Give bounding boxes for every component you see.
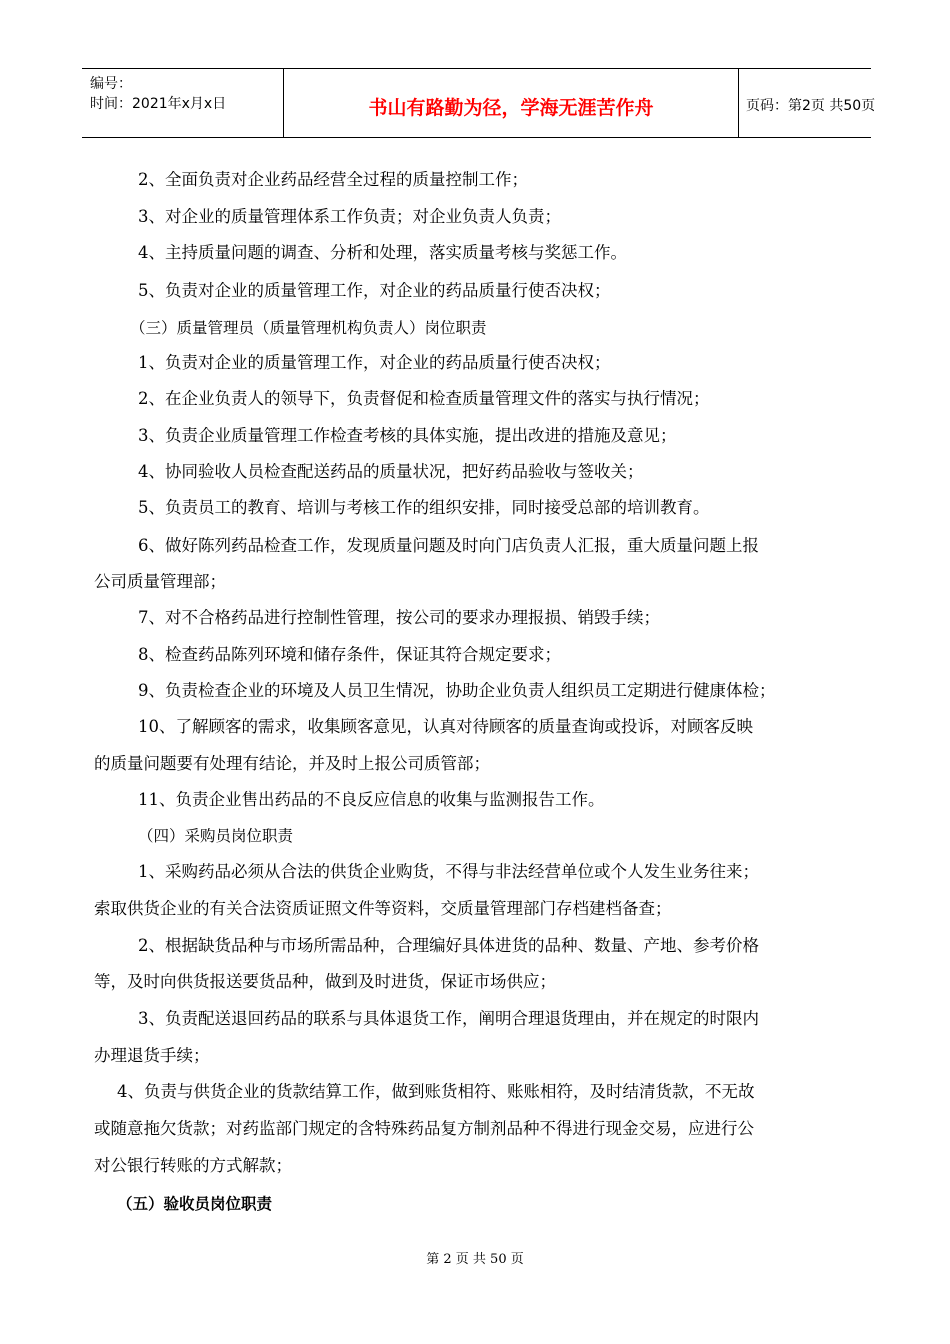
body-line: 3、负责配送退回药品的联系与具体退货工作，阐明合理退货理由，并在规定的时限内 bbox=[138, 1009, 759, 1028]
header-page-info: 页码：第2页 共50页 bbox=[746, 98, 876, 114]
header-motto: 书山有路勤为径，学海无涯苦作舟 bbox=[368, 97, 654, 119]
body-line: 3、负责企业质量管理工作检查考核的具体实施，提出改进的措施及意见； bbox=[138, 426, 677, 445]
body-line: 2、全面负责对企业药品经营全过程的质量控制工作； bbox=[138, 170, 528, 189]
section-heading: （四）采购员岗位职责 bbox=[138, 827, 294, 845]
body-line: 对公银行转账的方式解款； bbox=[94, 1156, 292, 1175]
body-line: 2、根据缺货品种与市场所需品种，合理编好具体进货的品种、数量、产地、参考价格 bbox=[138, 936, 759, 955]
body-line: 或随意拖欠货款；对药监部门规定的含特殊药品复方制剂品种不得进行现金交易，应进行公 bbox=[94, 1119, 754, 1138]
body-line: 3、对企业的质量管理体系工作负责；对企业负责人负责； bbox=[138, 207, 561, 226]
body-line: 索取供货企业的有关合法资质证照文件等资料，交质量管理部门存档建档备查； bbox=[94, 899, 672, 918]
body-line: 5、负责员工的教育、培训与考核工作的组织安排，同时接受总部的培训教育。 bbox=[138, 498, 710, 517]
body-line: 的质量问题要有处理有结论，并及时上报公司质管部； bbox=[94, 754, 490, 773]
section-heading: （五）验收员岗位职责 bbox=[117, 1194, 273, 1213]
body-line: 等，及时向供货报送要货品种，做到及时进货，保证市场供应； bbox=[94, 972, 556, 991]
body-line: 公司质量管理部； bbox=[94, 572, 226, 591]
body-line: 1、采购药品必须从合法的供货企业购货，不得与非法经营单位或个人发生业务往来； bbox=[138, 862, 759, 881]
header-page-cell bbox=[738, 69, 876, 137]
header-motto-cell bbox=[283, 69, 739, 137]
body-line: 办理退货手续； bbox=[94, 1046, 210, 1065]
body-line: 2、在企业负责人的领导下，负责督促和检查质量管理文件的落实与执行情况； bbox=[138, 389, 710, 408]
body-line: 8、检查药品陈列环境和储存条件，保证其符合规定要求； bbox=[138, 645, 561, 664]
body-line: 7、对不合格药品进行控制性管理，按公司的要求办理报损、销毁手续； bbox=[138, 608, 660, 627]
body-line: 4、主持质量问题的调查、分析和处理，落实质量考核与奖惩工作。 bbox=[138, 243, 627, 262]
body-line: 10、了解顾客的需求，收集顾客意见，认真对待顾客的质量查询或投诉，对顾客反映 bbox=[138, 717, 753, 736]
body-line: 9、负责检查企业的环境及人员卫生情况，协助企业负责人组织员工定期进行健康体检； bbox=[138, 681, 776, 700]
body-line: 4、负责与供货企业的货款结算工作，做到账货相符、账账相符，及时结清货款，不无故 bbox=[117, 1082, 755, 1101]
document-date: 时间：2021年x月x日 bbox=[90, 96, 227, 112]
body-line: 1、负责对企业的质量管理工作，对企业的药品质量行使否决权； bbox=[138, 353, 611, 372]
body-line: 6、做好陈列药品检查工作，发现质量问题及时向门店负责人汇报，重大质量问题上报 bbox=[138, 536, 759, 555]
header-info-cell bbox=[82, 69, 283, 137]
page-header bbox=[82, 68, 876, 138]
body-line: 5、负责对企业的质量管理工作，对企业的药品质量行使否决权； bbox=[138, 281, 611, 300]
document-code: 编号： bbox=[90, 76, 132, 92]
section-heading: （三）质量管理员（质量管理机构负责人）岗位职责 bbox=[130, 319, 487, 337]
body-line: 11、负责企业售出药品的不良反应信息的收集与监测报告工作。 bbox=[138, 790, 605, 809]
body-line: 4、协同验收人员检查配送药品的质量状况，把好药品验收与签收关； bbox=[138, 462, 644, 481]
page-footer: 第 2 页 共 50 页 bbox=[426, 1252, 524, 1267]
